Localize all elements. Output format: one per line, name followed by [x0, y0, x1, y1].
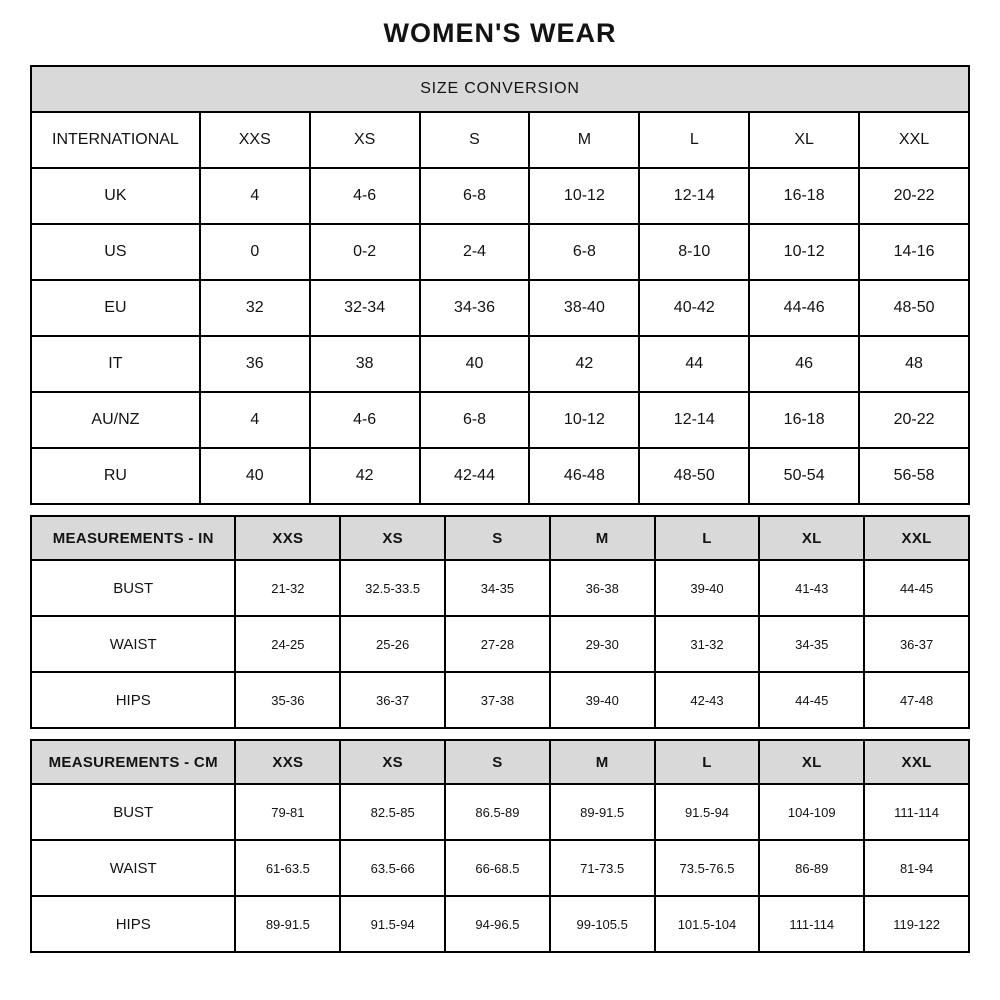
table-cell: 10-12: [749, 224, 859, 280]
size-col-header-s: S: [445, 516, 550, 560]
table-cell: 0-2: [310, 224, 420, 280]
measurements-cm-title: MEASUREMENTS - CM: [31, 740, 235, 784]
size-col-header-xs: XS: [340, 516, 445, 560]
table-cell: 34-35: [759, 616, 864, 672]
table-cell: 73.5-76.5: [655, 840, 760, 896]
table-cell: 32.5-33.5: [340, 560, 445, 616]
table-banner-row: [31, 66, 969, 112]
table-cell: 104-109: [759, 784, 864, 840]
table-cell: 46-48: [529, 448, 639, 504]
table-row-us: [31, 224, 969, 280]
row-label: WAIST: [31, 616, 235, 672]
measurements-in-title: MEASUREMENTS - IN: [31, 516, 235, 560]
size-col-header-xxl: XXL: [859, 112, 969, 168]
row-label: EU: [31, 280, 200, 336]
row-label: BUST: [31, 784, 235, 840]
table-cell: 10-12: [529, 168, 639, 224]
table-cell: 37-38: [445, 672, 550, 728]
size-col-header-xxs: XXS: [235, 740, 340, 784]
table-cell: 12-14: [639, 168, 749, 224]
size-header-row: [31, 112, 969, 168]
table-cell: 61-63.5: [235, 840, 340, 896]
size-col-header-l: L: [655, 740, 760, 784]
table-cell: 42-44: [420, 448, 530, 504]
table-row-bust-in: [31, 560, 969, 616]
size-col-header-xl: XL: [759, 516, 864, 560]
table-cell: 42: [310, 448, 420, 504]
table-cell: 40: [420, 336, 530, 392]
table-cell: 44-45: [864, 560, 969, 616]
table-cell: 12-14: [639, 392, 749, 448]
table-cell: 44: [639, 336, 749, 392]
table-cell: 34-36: [420, 280, 530, 336]
row-label: UK: [31, 168, 200, 224]
table-cell: 4: [200, 392, 310, 448]
table-cell: 48: [859, 336, 969, 392]
table-cell: 40-42: [639, 280, 749, 336]
table-cell: 44-46: [749, 280, 859, 336]
table-cell: 20-22: [859, 392, 969, 448]
table-row-aunz: [31, 392, 969, 448]
table-cell: 40: [200, 448, 310, 504]
table-cell: 2-4: [420, 224, 530, 280]
table-cell: 32-34: [310, 280, 420, 336]
table-cell: 66-68.5: [445, 840, 550, 896]
size-col-header-xxl: XXL: [864, 516, 969, 560]
table-cell: 86-89: [759, 840, 864, 896]
table-cell: 0: [200, 224, 310, 280]
table-cell: 21-32: [235, 560, 340, 616]
table-cell: 4: [200, 168, 310, 224]
size-col-header-xs: XS: [310, 112, 420, 168]
table-cell: 56-58: [859, 448, 969, 504]
size-col-header-xl: XL: [759, 740, 864, 784]
table-cell: 29-30: [550, 616, 655, 672]
table-cell: 25-26: [340, 616, 445, 672]
table-cell: 27-28: [445, 616, 550, 672]
table-row-it: [31, 336, 969, 392]
table-cell: 38-40: [529, 280, 639, 336]
row-label: HIPS: [31, 672, 235, 728]
table-cell: 32: [200, 280, 310, 336]
table-cell: 111-114: [759, 896, 864, 952]
table-cell: 48-50: [859, 280, 969, 336]
row-label: BUST: [31, 560, 235, 616]
col-header-international: INTERNATIONAL: [31, 112, 200, 168]
size-conversion-table: [30, 65, 970, 505]
size-col-header-m: M: [529, 112, 639, 168]
row-label: AU/NZ: [31, 392, 200, 448]
table-row-waist-cm: [31, 840, 969, 896]
table-cell: 91.5-94: [655, 784, 760, 840]
table-cell: 16-18: [749, 168, 859, 224]
table-cell: 35-36: [235, 672, 340, 728]
table-cell: 4-6: [310, 168, 420, 224]
size-col-header-xl: XL: [749, 112, 859, 168]
table-row-bust-cm: [31, 784, 969, 840]
table-cell: 41-43: [759, 560, 864, 616]
table-row-hips-in: [31, 672, 969, 728]
table-cell: 94-96.5: [445, 896, 550, 952]
table-cell: 36-37: [864, 616, 969, 672]
table-row-waist-in: [31, 616, 969, 672]
table-cell: 24-25: [235, 616, 340, 672]
table-cell: 91.5-94: [340, 896, 445, 952]
table-cell: 6-8: [529, 224, 639, 280]
table-cell: 48-50: [639, 448, 749, 504]
table-cell: 89-91.5: [235, 896, 340, 952]
table-cell: 42: [529, 336, 639, 392]
table-row-uk: [31, 168, 969, 224]
size-col-header-xxs: XXS: [235, 516, 340, 560]
table-cell: 20-22: [859, 168, 969, 224]
table-cell: 47-48: [864, 672, 969, 728]
table-row-ru: [31, 448, 969, 504]
table-cell: 39-40: [550, 672, 655, 728]
table-cell: 82.5-85: [340, 784, 445, 840]
table-cell: 36-37: [340, 672, 445, 728]
size-col-header-m: M: [550, 516, 655, 560]
table-cell: 79-81: [235, 784, 340, 840]
row-label: RU: [31, 448, 200, 504]
table-row-hips-cm: [31, 896, 969, 952]
measurements-cm-table: [30, 739, 970, 953]
table-cell: 6-8: [420, 168, 530, 224]
table-cell: 50-54: [749, 448, 859, 504]
row-label: HIPS: [31, 896, 235, 952]
measurements-in-table: [30, 515, 970, 729]
table-cell: 89-91.5: [550, 784, 655, 840]
size-col-header-l: L: [655, 516, 760, 560]
table-cell: 10-12: [529, 392, 639, 448]
table-cell: 44-45: [759, 672, 864, 728]
size-col-header-s: S: [420, 112, 530, 168]
size-col-header-xxs: XXS: [200, 112, 310, 168]
table-cell: 63.5-66: [340, 840, 445, 896]
table-cell: 38: [310, 336, 420, 392]
size-col-header-s: S: [445, 740, 550, 784]
table-cell: 31-32: [655, 616, 760, 672]
table-cell: 16-18: [749, 392, 859, 448]
table-cell: 99-105.5: [550, 896, 655, 952]
table-cell: 42-43: [655, 672, 760, 728]
size-col-header-xxl: XXL: [864, 740, 969, 784]
size-col-header-xs: XS: [340, 740, 445, 784]
table-cell: 86.5-89: [445, 784, 550, 840]
table-cell: 6-8: [420, 392, 530, 448]
size-col-header-l: L: [639, 112, 749, 168]
row-label: IT: [31, 336, 200, 392]
page-title: WOMEN'S WEAR: [383, 18, 617, 48]
row-label: WAIST: [31, 840, 235, 896]
table-cell: 14-16: [859, 224, 969, 280]
table-cell: 71-73.5: [550, 840, 655, 896]
table-row-eu: [31, 280, 969, 336]
size-col-header-m: M: [550, 740, 655, 784]
table-cell: 81-94: [864, 840, 969, 896]
table-cell: 4-6: [310, 392, 420, 448]
table-cell: 8-10: [639, 224, 749, 280]
table-cell: 46: [749, 336, 859, 392]
measurements-cm-header-row: [31, 740, 969, 784]
table-cell: 36-38: [550, 560, 655, 616]
row-label: US: [31, 224, 200, 280]
table-cell: 36: [200, 336, 310, 392]
table-cell: 119-122: [864, 896, 969, 952]
table-cell: 34-35: [445, 560, 550, 616]
size-conversion-title: SIZE CONVERSION: [31, 66, 969, 112]
measurements-in-header-row: [31, 516, 969, 560]
table-cell: 39-40: [655, 560, 760, 616]
table-cell: 111-114: [864, 784, 969, 840]
table-cell: 101.5-104: [655, 896, 760, 952]
